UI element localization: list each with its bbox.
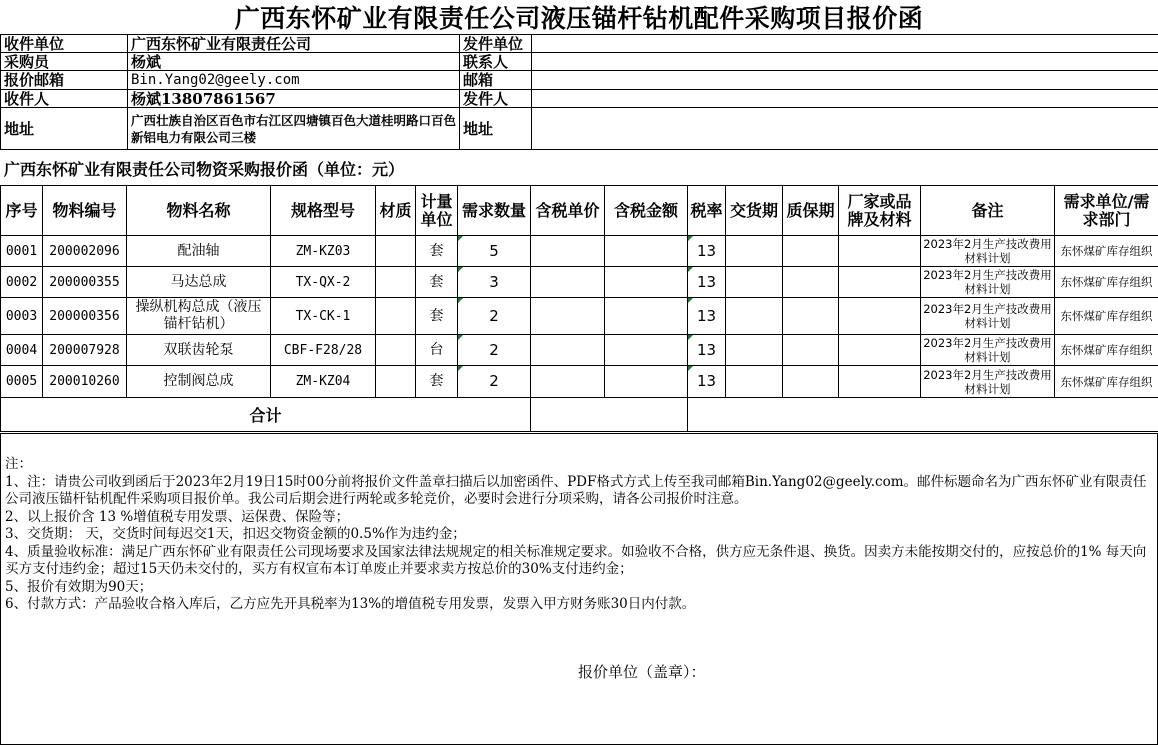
row-warranty[interactable] — [783, 335, 839, 366]
contact-value[interactable] — [532, 53, 1158, 71]
row-qty[interactable]: 2 — [458, 366, 531, 398]
row-amount[interactable] — [605, 366, 688, 398]
row-warranty[interactable] — [783, 267, 839, 298]
row-code[interactable]: 200002096 — [43, 236, 127, 267]
row-delivery[interactable] — [726, 366, 783, 398]
sender-unit-label: 发件单位 — [460, 35, 532, 53]
note-item: 1、注：请贵公司收到函后于2023年2月19日15时00分前将报价文件盖章扫描后以加密函件、PDF格式方式上传至我司邮箱Bin.Yang02@geely.com。邮件标题命名为广西东怀矿业有限责任公司液压锚杆钻机配件采购项目报价单。我公司后期会进行两轮或多轮竞价，必要时会进行分项采购，请各公司报价时注意。 — [5, 473, 1147, 507]
col-amount: 含税金额 — [605, 186, 688, 236]
col-spec: 规格型号 — [271, 186, 376, 236]
row-unit[interactable]: 套 — [416, 366, 458, 398]
row-code[interactable]: 200007928 — [43, 335, 127, 366]
row-unit-price[interactable] — [531, 335, 605, 366]
row-seq[interactable]: 0003 — [1, 298, 43, 335]
address-label: 地址 — [1, 108, 128, 150]
table-row — [1, 236, 1158, 267]
row-delivery[interactable] — [726, 236, 783, 267]
row-unit[interactable]: 套 — [416, 267, 458, 298]
contact-label: 联系人 — [460, 53, 532, 71]
table-row — [1, 366, 1158, 398]
row-tax[interactable]: 13 — [688, 236, 726, 267]
row-delivery[interactable] — [726, 267, 783, 298]
row-code[interactable]: 200000355 — [43, 267, 127, 298]
col-name: 物料名称 — [127, 186, 271, 236]
col-dept: 需求单位/需求部门 — [1055, 186, 1158, 236]
row-qty[interactable]: 2 — [458, 335, 531, 366]
row-warranty[interactable] — [783, 298, 839, 335]
row-delivery[interactable] — [726, 298, 783, 335]
row-seq[interactable]: 0002 — [1, 267, 43, 298]
row-material[interactable] — [376, 267, 416, 298]
row-dept[interactable]: 东怀煤矿库存组织 — [1055, 236, 1158, 267]
col-material: 材质 — [376, 186, 416, 236]
row-dept[interactable]: 东怀煤矿库存组织 — [1055, 335, 1158, 366]
note-item: 2、以上报价含 13 %增值税专用发票、运保费、保险等； — [5, 508, 350, 525]
row-unit[interactable]: 套 — [416, 236, 458, 267]
address2-value[interactable] — [532, 108, 1158, 150]
col-remark: 备注 — [921, 186, 1055, 236]
row-seq[interactable]: 0001 — [1, 236, 43, 267]
row-qty[interactable]: 3 — [458, 267, 531, 298]
row-unit-price[interactable] — [531, 366, 605, 398]
row-name[interactable]: 马达总成 — [127, 267, 271, 298]
row-amount[interactable] — [605, 236, 688, 267]
email-value[interactable] — [532, 71, 1158, 90]
row-spec[interactable]: TX-CK-1 — [271, 298, 376, 335]
sender-value[interactable] — [532, 90, 1158, 108]
row-unit[interactable]: 套 — [416, 298, 458, 335]
row-dept[interactable]: 东怀煤矿库存组织 — [1055, 298, 1158, 335]
row-tax[interactable]: 13 — [688, 366, 726, 398]
buyer-value[interactable]: 杨斌 — [128, 53, 460, 71]
address2-label: 地址 — [460, 108, 532, 150]
row-tax[interactable]: 13 — [688, 335, 726, 366]
receiver-unit-value[interactable]: 广西东怀矿业有限责任公司 — [128, 35, 460, 53]
row-code[interactable]: 200000356 — [43, 298, 127, 335]
row-tax[interactable]: 13 — [688, 298, 726, 335]
col-code: 物料编号 — [43, 186, 127, 236]
row-spec[interactable]: ZM-KZ03 — [271, 236, 376, 267]
notes-section — [0, 433, 1158, 745]
col-warranty: 质保期 — [783, 186, 839, 236]
quote-unit-stamp-label: 报价单位（盖章）： — [578, 663, 706, 681]
row-brand[interactable] — [839, 267, 921, 298]
row-name[interactable]: 配油轴 — [127, 236, 271, 267]
table-row — [1, 267, 1158, 298]
row-remark[interactable]: 2023年2月生产技改费用材料计划 — [921, 267, 1055, 298]
address-value[interactable]: 广西壮族自治区百色市右江区四塘镇百色大道桂明路口百色新铝电力有限公司三楼 — [128, 108, 460, 150]
col-seq: 序号 — [1, 186, 43, 236]
row-remark[interactable]: 2023年2月生产技改费用材料计划 — [921, 298, 1055, 335]
row-name[interactable]: 操纵机构总成（液压锚杆钻机） — [127, 298, 271, 335]
row-unit[interactable]: 台 — [416, 335, 458, 366]
col-brand: 厂家或品牌及材料 — [839, 186, 921, 236]
row-spec[interactable]: ZM-KZ04 — [271, 366, 376, 398]
row-amount[interactable] — [605, 298, 688, 335]
total-amount[interactable] — [531, 398, 688, 432]
email-label: 邮箱 — [460, 71, 532, 90]
row-qty[interactable]: 5 — [458, 236, 531, 267]
row-brand[interactable] — [839, 298, 921, 335]
row-delivery[interactable] — [726, 335, 783, 366]
row-name[interactable]: 控制阀总成 — [127, 366, 271, 398]
col-qty: 需求数量 — [458, 186, 531, 236]
row-name[interactable]: 双联齿轮泵 — [127, 335, 271, 366]
row-amount[interactable] — [605, 335, 688, 366]
row-remark[interactable]: 2023年2月生产技改费用材料计划 — [921, 236, 1055, 267]
row-seq[interactable]: 0004 — [1, 335, 43, 366]
row-code[interactable]: 200010260 — [43, 366, 127, 398]
row-tax[interactable]: 13 — [688, 267, 726, 298]
row-remark[interactable]: 2023年2月生产技改费用材料计划 — [921, 335, 1055, 366]
table-row — [1, 298, 1158, 335]
note-item: 3、交货期： 天，交货时间每迟交1天，扣迟交物资金额的0.5%作为违约金； — [5, 526, 466, 542]
row-unit-price[interactable] — [531, 236, 605, 267]
row-seq[interactable]: 0005 — [1, 366, 43, 398]
sender-unit-value[interactable] — [532, 35, 1158, 53]
row-qty[interactable]: 2 — [458, 298, 531, 335]
row-warranty[interactable] — [783, 366, 839, 398]
row-brand[interactable] — [839, 236, 921, 267]
receiver-unit-label: 收件单位 — [1, 35, 128, 53]
items-table — [0, 185, 1158, 432]
row-unit-price[interactable] — [531, 267, 605, 298]
table-row — [1, 335, 1158, 366]
recipient-label: 收件人 — [1, 90, 128, 108]
page-title: 广西东怀矿业有限责任公司液压锚杆钻机配件采购项目报价函 — [234, 4, 924, 33]
row-material[interactable] — [376, 298, 416, 335]
note-item: 5、报价有效期为90天； — [5, 578, 153, 595]
column-header-row — [1, 186, 1158, 236]
sender-label: 发件人 — [460, 90, 532, 108]
total-rest — [688, 398, 1158, 432]
col-unit-price: 含税单价 — [531, 186, 605, 236]
row-material[interactable] — [376, 236, 416, 267]
row-brand[interactable] — [839, 366, 921, 398]
row-spec[interactable]: CBF-F28/28 — [271, 335, 376, 366]
row-material[interactable] — [376, 335, 416, 366]
row-brand[interactable] — [839, 335, 921, 366]
row-spec[interactable]: TX-QX-2 — [271, 267, 376, 298]
row-dept[interactable]: 东怀煤矿库存组织 — [1055, 366, 1158, 398]
row-dept[interactable]: 东怀煤矿库存组织 — [1055, 267, 1158, 298]
total-label: 合计 — [1, 398, 531, 432]
col-delivery: 交货期 — [726, 186, 783, 236]
row-material[interactable] — [376, 366, 416, 398]
row-amount[interactable] — [605, 267, 688, 298]
row-remark[interactable]: 2023年2月生产技改费用材料计划 — [921, 366, 1055, 398]
row-warranty[interactable] — [783, 236, 839, 267]
note-item: 6、付款方式：产品验收合格入库后，乙方应先开具税率为13%的增值税专用发票，发票入甲方财务账30日内付款。 — [5, 596, 696, 612]
note-item: 4、质量验收标准：满足广西东怀矿业有限责任公司现场要求及国家法律法规规定的相关标准规定要求。如验收不合格，供方应无条件退、换货。因卖方未能按期交付的，应按总价的1% 每天向买方支付违约金；超过15天仍未交付的，买方有权宣布本订单废止并要求卖方按总价的30%支付违约金； — [5, 543, 1147, 577]
row-unit-price[interactable] — [531, 298, 605, 335]
total-row — [1, 398, 1158, 432]
col-unit: 计量单位 — [416, 186, 458, 236]
quote-email-label: 报价邮箱 — [1, 71, 128, 90]
quote-subtitle: 广西东怀矿业有限责任公司物资采购报价函（单位：元） — [4, 160, 405, 179]
buyer-label: 采购员 — [1, 53, 128, 71]
header-table — [0, 34, 1158, 150]
quote-email-value[interactable]: Bin.Yang02@geely.com — [128, 71, 460, 90]
recipient-value[interactable]: 杨斌13807861567 — [128, 90, 460, 108]
notes-label: 注： — [5, 456, 32, 472]
col-tax: 税率 — [688, 186, 726, 236]
